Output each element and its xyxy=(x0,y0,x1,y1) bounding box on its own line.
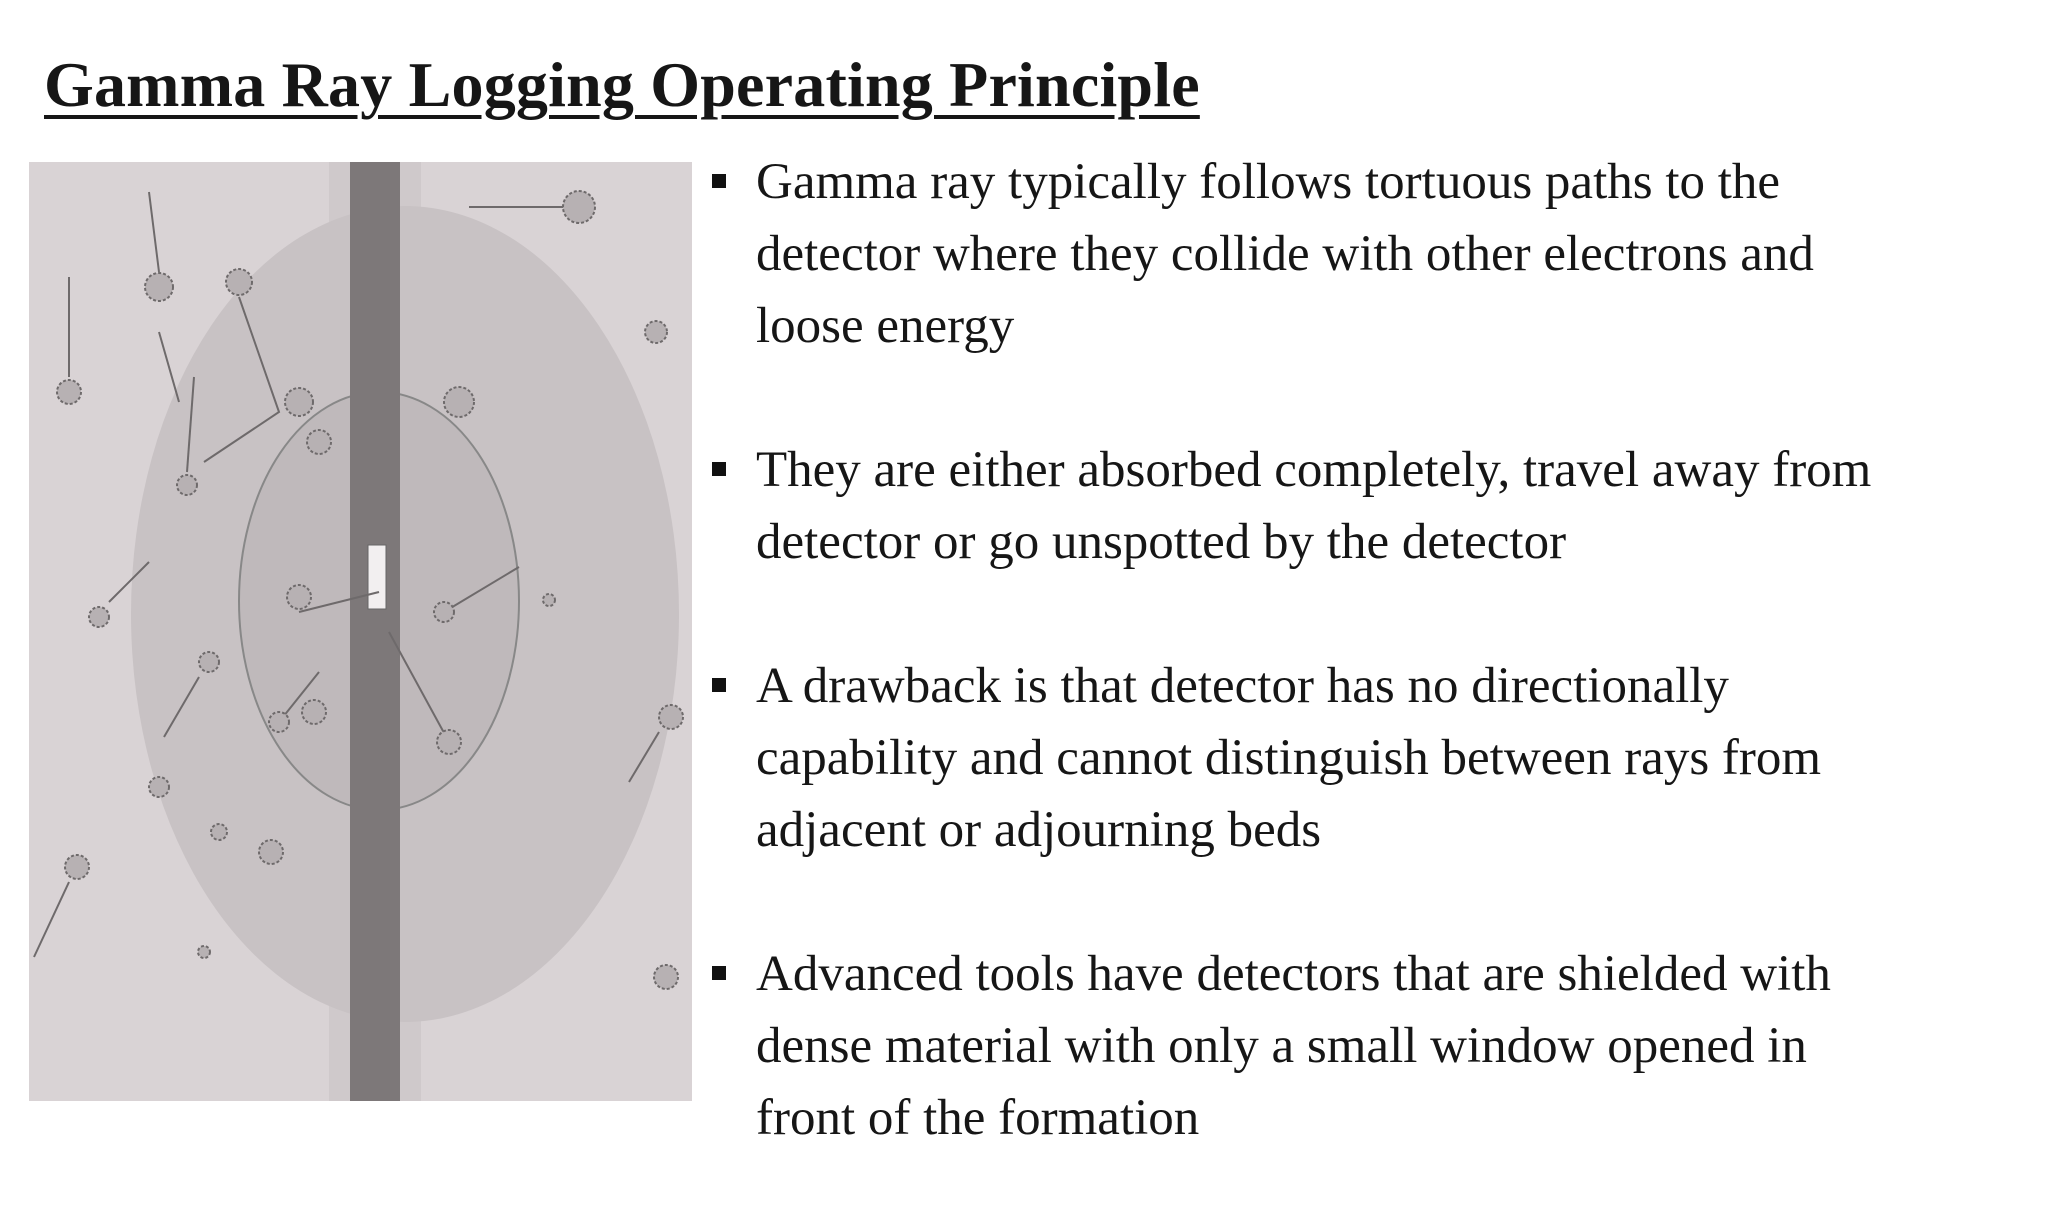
atom-star-icon xyxy=(198,946,210,958)
atom-star-icon xyxy=(563,191,595,223)
bullet-marker-icon xyxy=(712,966,726,980)
atom-star-icon xyxy=(437,730,461,754)
detector-window xyxy=(368,545,386,609)
atom-star-icon xyxy=(177,475,197,495)
atom-star-icon xyxy=(285,388,313,416)
bullet-item xyxy=(712,650,2042,866)
atom-star-icon xyxy=(434,602,454,622)
bullet-line: capability and cannot distinguish between rays from xyxy=(756,730,1822,786)
bullet-line: They are either absorbed completely, travel away from xyxy=(756,442,1872,498)
atom-star-icon xyxy=(199,652,219,672)
atom-star-icon xyxy=(444,387,474,417)
bullet-line: adjacent or adjourning beds xyxy=(756,802,1322,858)
bullet-item xyxy=(712,938,2042,1154)
bullet-line: dense material with only a small window opened in xyxy=(756,1018,1807,1074)
gamma-ray-diagram xyxy=(29,162,692,1101)
atom-star-icon xyxy=(211,824,227,840)
bullet-marker-icon xyxy=(712,462,726,476)
atom-star-icon xyxy=(226,269,252,295)
atom-star-icon xyxy=(654,965,678,989)
borehole xyxy=(350,162,400,1101)
atom-star-icon xyxy=(543,594,555,606)
bullet-line: detector where they collide with other electrons and xyxy=(756,226,1814,282)
bullet-line: front of the formation xyxy=(756,1090,1200,1146)
atom-star-icon xyxy=(287,585,311,609)
atom-star-icon xyxy=(259,840,283,864)
bullet-marker-icon xyxy=(712,174,726,188)
bullet-list xyxy=(712,146,2042,1226)
atom-star-icon xyxy=(302,700,326,724)
atom-star-icon xyxy=(659,705,683,729)
bullet-line: detector or go unspotted by the detector xyxy=(756,514,1567,570)
atom-star-icon xyxy=(65,855,89,879)
atom-star-icon xyxy=(57,380,81,404)
bullet-line: Gamma ray typically follows tortuous paths to the xyxy=(756,154,1781,210)
slide-title: Gamma Ray Logging Operating Principle xyxy=(44,49,1200,120)
atom-star-icon xyxy=(307,430,331,454)
atom-star-icon xyxy=(149,777,169,797)
bullet-marker-icon xyxy=(712,678,726,692)
bullet-line: Advanced tools have detectors that are shielded with xyxy=(756,946,1831,1002)
bullet-item xyxy=(712,146,2042,362)
atom-star-icon xyxy=(645,321,667,343)
atom-star-icon xyxy=(89,607,109,627)
bullet-line: loose energy xyxy=(756,298,1015,354)
bullet-line: A drawback is that detector has no directionally xyxy=(756,658,1729,714)
bullet-item xyxy=(712,434,2042,578)
atom-star-icon xyxy=(269,712,289,732)
atom-star-icon xyxy=(145,273,173,301)
